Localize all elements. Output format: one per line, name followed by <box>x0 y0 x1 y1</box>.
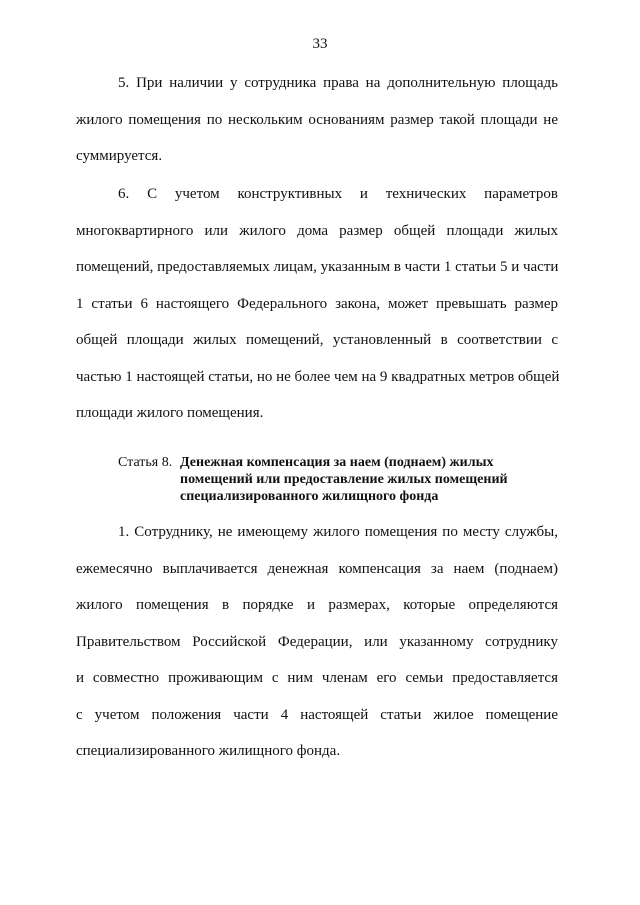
paragraph-line: суммируется. <box>76 148 163 164</box>
page-number: 33 <box>312 36 328 52</box>
paragraph-5 <box>76 65 558 175</box>
article-8-paragraph-1 <box>76 514 558 770</box>
paragraph-line: 1 статьи 6 настоящего Федерального закона, может превышать размер <box>76 295 558 312</box>
paragraph-line: ежемесячно выплачивается денежная компенсация за наем (поднаем) <box>76 560 558 577</box>
paragraph-line: Правительством Российской Федерации, или указанному сотруднику <box>76 633 558 650</box>
paragraph-line: 6. С учетом конструктивных и технических параметров <box>118 186 558 202</box>
paragraph-line: жилого помещения по нескольким основаниям размер такой площади не <box>76 111 558 128</box>
paragraph-line: 5. При наличии у сотрудника права на дополнительную площадь <box>118 75 558 91</box>
paragraph-6 <box>76 176 558 432</box>
paragraph-line: многоквартирного или жилого дома размер общей площади жилых <box>76 222 558 239</box>
paragraph-line: частью 1 настоящей статьи, но не более чем на 9 квадратных метров общей <box>76 368 560 385</box>
paragraph-line: общей площади жилых помещений, установленный в соответствии с <box>76 332 558 348</box>
paragraph-line: с учетом положения части 4 настоящей статьи жилое помещение <box>76 706 558 723</box>
article-title-line: помещений или предоставление жилых помещений <box>180 472 508 487</box>
paragraph-line: и совместно проживающим с ним членам его семьи предоставляется <box>76 670 558 686</box>
article-title <box>180 454 560 505</box>
paragraph-line: жилого помещения в порядке и размерах, которые определяются <box>76 597 558 613</box>
paragraph-line: 1. Сотруднику, не имеющему жилого помещения по месту службы, <box>118 524 558 540</box>
paragraph-line: специализированного жилищного фонда. <box>76 743 341 759</box>
article-title-line: Денежная компенсация за наем (поднаем) жилых <box>180 455 494 470</box>
paragraph-line: помещений, предоставляемых лицам, указанным в части 1 статьи 5 и части <box>76 259 559 275</box>
article-title-line: специализированного жилищного фонда <box>180 489 439 504</box>
article-number: Статья 8. <box>118 455 173 470</box>
paragraph-line: площади жилого помещения. <box>76 405 264 421</box>
